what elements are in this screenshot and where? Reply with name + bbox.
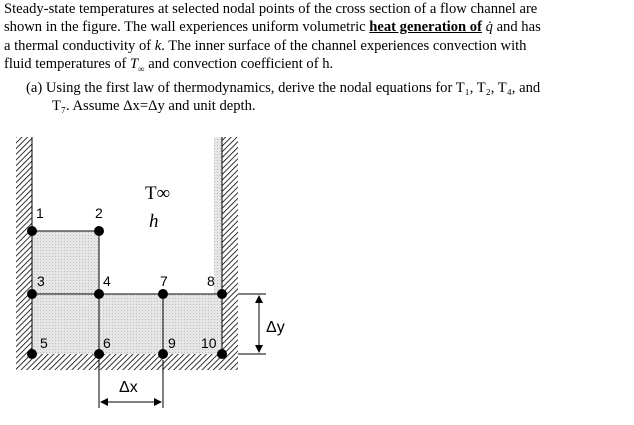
t-infinity-symbol: $T_\infty$ xyxy=(130,56,145,75)
dy-label: Δy xyxy=(266,319,285,336)
problem-line-4: fluid temperatures of $T_\infty$ and convection coefficient of h. xyxy=(4,56,334,75)
dx-label: Δx xyxy=(119,379,138,396)
bottom-wall-hatch xyxy=(16,354,238,370)
node-label-2: 2 xyxy=(95,205,103,221)
node-label-7: 7 xyxy=(160,273,168,289)
node-1 xyxy=(27,226,37,236)
node-label-6: 6 xyxy=(103,335,111,351)
fluid-temperature-label: T∞ xyxy=(145,183,171,204)
node-label-10: 10 xyxy=(201,335,217,351)
problem-line-1: Steady-state temperatures at selected nodal points of the cross section of a flow channel are xyxy=(4,1,538,17)
node-label-5: 5 xyxy=(40,335,48,351)
node-label-9: 9 xyxy=(168,335,176,351)
problem-line-2: shown in the figure. The wall experiences uniform volumetric heat generation of q̇ and has xyxy=(4,19,541,36)
node-5 xyxy=(27,349,37,359)
k-symbol: k xyxy=(154,37,162,54)
convection-coefficient-label: h xyxy=(149,211,159,232)
node-label-8: 8 xyxy=(207,273,215,289)
node-10 xyxy=(217,349,227,359)
node-label-1: 1 xyxy=(36,205,44,221)
left-wall-hatch xyxy=(16,137,32,370)
node-3 xyxy=(27,289,37,299)
node-7 xyxy=(158,289,168,299)
node-label-3: 3 xyxy=(37,273,45,289)
right-wall-hatch xyxy=(222,137,238,370)
node-4 xyxy=(94,289,104,299)
dy-dimension xyxy=(238,294,266,354)
solid-wall-region xyxy=(32,137,222,354)
node-9 xyxy=(158,349,168,359)
node-label-4: 4 xyxy=(103,273,111,289)
problem-line-3: a thermal conductivity of k. The inner surface of the channel experiences convection with xyxy=(4,37,527,54)
node-2 xyxy=(94,226,104,236)
part-a: (a) Using the first law of thermodynamics, derive the nodal equations for T₁, T₂, T₄, and T₇. Assume Δx=Δy and unit depth. xyxy=(26,79,541,114)
node-8 xyxy=(217,289,227,299)
q-dot-symbol: q̇ xyxy=(485,19,493,36)
heat-generation-term: heat generation of xyxy=(369,19,482,36)
